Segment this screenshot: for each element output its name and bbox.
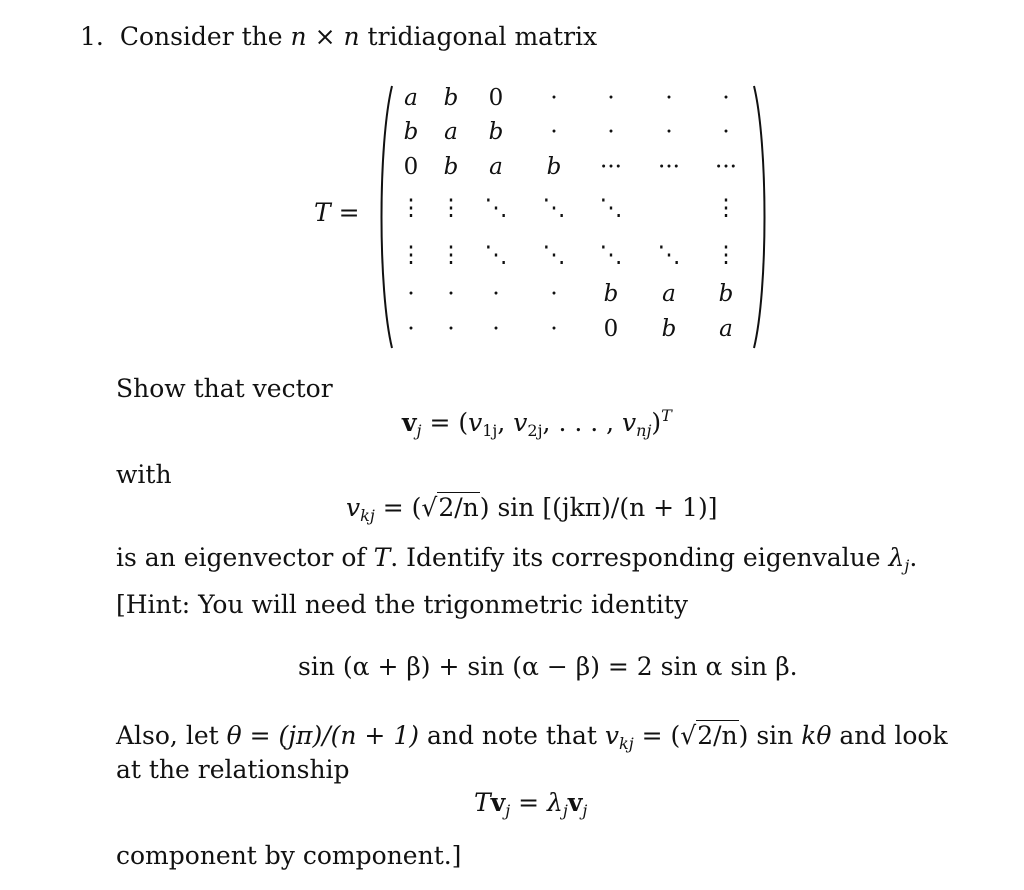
matrix-cell: ⋮ <box>714 195 738 221</box>
problem-statement-line <box>80 22 597 51</box>
times-symbol: × <box>314 22 336 51</box>
intro-tail: tridiagonal matrix <box>367 22 598 51</box>
matrix-cell: a <box>489 154 503 180</box>
matrix-cell: a <box>662 281 676 307</box>
matrix-cell: ··· <box>715 154 737 180</box>
matrix-cell: · <box>492 316 500 342</box>
trig-identity: sin (α + β) + sin (α − β) = 2 sin α sin β. <box>298 652 798 681</box>
matrix-cell: b <box>488 119 504 145</box>
matrix-cell: ⋮ <box>439 242 463 268</box>
matrix-cell: · <box>722 85 730 111</box>
intro-text: Consider the <box>119 22 283 51</box>
matrix-cell: · <box>665 85 673 111</box>
matrix-cell: ⋱ <box>542 242 566 268</box>
matrix-cell: b <box>661 316 677 342</box>
matrix-cell: b <box>603 281 619 307</box>
equation-eigen: $Tv_j = \lambda_jv_j$ <box>474 788 588 820</box>
matrix-cell: b <box>443 85 459 111</box>
matrix-cell: a <box>404 85 418 111</box>
matrix-cell: · <box>550 85 558 111</box>
equation-vector: $v_j = (v_{1j}$, $v_{2j}$, . . . , $v_{nj})^T$ <box>402 406 672 440</box>
closing-text: component by component.] <box>116 841 462 870</box>
matrix-cell: · <box>447 281 455 307</box>
matrix-cell: · <box>665 119 673 145</box>
hint-text: [Hint: You will need the trigonmetric identity <box>116 590 689 619</box>
matrix-cell: a <box>719 316 733 342</box>
matrix-cell: b <box>443 154 459 180</box>
matrix-cell: · <box>407 281 415 307</box>
matrix-cell: · <box>447 316 455 342</box>
matrix-cell: ⋮ <box>439 195 463 221</box>
matrix-lhs: T = <box>314 198 360 227</box>
show-text: Show that vector <box>116 374 333 403</box>
matrix-cell: · <box>607 85 615 111</box>
matrix-cell: ⋱ <box>599 195 623 221</box>
matrix-cell: ⋱ <box>542 195 566 221</box>
matrix-cell: ··· <box>600 154 622 180</box>
matrix-cell: ··· <box>658 154 680 180</box>
also-line: Also, let θ = (jπ)/(n + 1) and note that $v_{kj} = (√2/n)$ sin kθ and look <box>116 721 948 753</box>
matrix-cell: · <box>722 119 730 145</box>
matrix-cell: ⋱ <box>657 242 681 268</box>
equation-component: $v_{kj} = (√2/n)$ sin [(jkπ)/(n + 1)] <box>346 493 718 525</box>
n-variable: n <box>343 22 360 51</box>
matrix-cell: ⋮ <box>399 195 423 221</box>
matrix-cell: b <box>403 119 419 145</box>
with-text: with <box>116 460 172 489</box>
matrix-cell: · <box>492 281 500 307</box>
matrix-cell: 0 <box>603 316 619 342</box>
problem-number: 1. <box>80 22 104 51</box>
matrix-cell: a <box>444 119 458 145</box>
relationship-text: at the relationship <box>116 755 350 784</box>
matrix-cell: b <box>718 281 734 307</box>
matrix-cell: ⋱ <box>599 242 623 268</box>
right-paren <box>752 84 770 350</box>
matrix-cell: ⋱ <box>484 195 508 221</box>
matrix-cell: ⋮ <box>714 242 738 268</box>
matrix-cell: · <box>407 316 415 342</box>
matrix-cell: · <box>607 119 615 145</box>
matrix-cell: b <box>546 154 562 180</box>
matrix-cell: · <box>550 119 558 145</box>
matrix-cell: 0 <box>488 85 504 111</box>
matrix-cell: 0 <box>403 154 419 180</box>
n-variable: n <box>290 22 307 51</box>
eigenvector-line: is an eigenvector of T. Identify its corresponding eigenvalue $\lambda_j$. <box>116 543 918 575</box>
matrix-cell: · <box>550 316 558 342</box>
matrix-cell: ⋱ <box>484 242 508 268</box>
matrix-cell: ⋮ <box>399 242 423 268</box>
matrix-cell: · <box>550 281 558 307</box>
